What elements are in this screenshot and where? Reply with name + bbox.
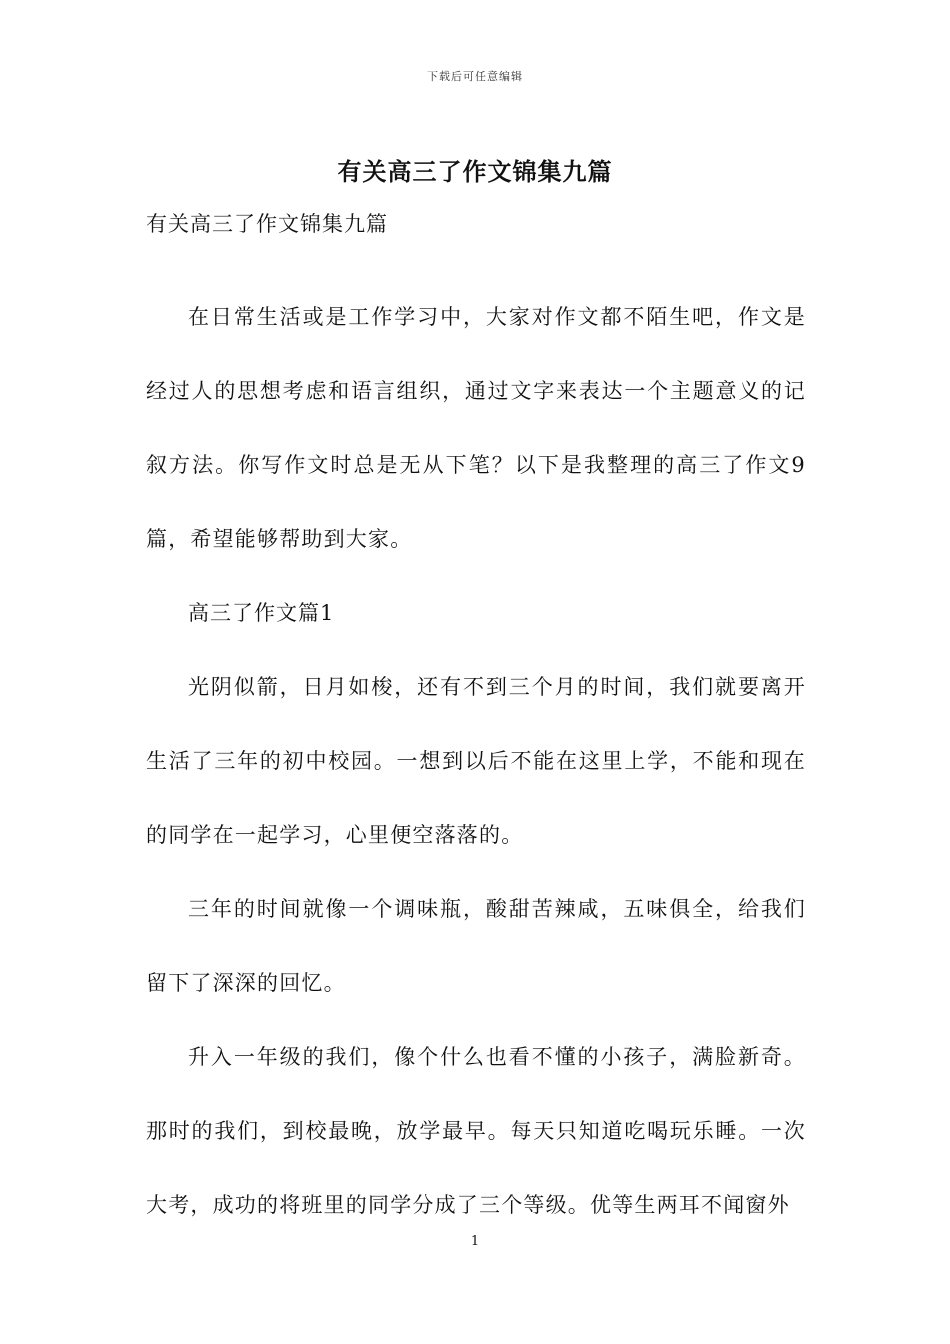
body-paragraph: 升入一年级的我们，像个什么也看不懂的小孩子，满脸新奇。那时的我们，到校最晚，放学最早。每天只知道吃喝玩乐睡。一次大考，成功的将班里的同学分成了三个等级。优等生两耳不闻窗外 [146, 1045, 806, 1217]
document-body [146, 206, 806, 1242]
body-paragraph: 光阴似箭，日月如梭，还有不到三个月的时间，我们就要离开生活了三年的初中校园。一想到以后不能在这里上学，不能和现在的同学在一起学习，心里便空落落的。 [146, 675, 806, 847]
body-paragraph: 三年的时间就像一个调味瓶，酸甜苦辣咸，五味俱全，给我们留下了深深的回忆。 [146, 897, 806, 995]
page-number: 1 [470, 1234, 480, 1249]
document-subtitle: 有关高三了作文锦集九篇 [146, 212, 388, 236]
intro-paragraph: 在日常生活或是工作学习中，大家对作文都不陌生吧，作文是经过人的思想考虑和语言组织，通过文字来表达一个主题意义的记叙方法。你写作文时总是无从下笔？以下是我整理的高三了作文9篇，希望能够帮助到大家。 [146, 305, 806, 551]
document-title: 有关高三了作文锦集九篇 [337, 157, 613, 186]
section-heading: 高三了作文篇1 [188, 601, 335, 625]
header-note: 下载后可任意编辑 [427, 70, 523, 83]
